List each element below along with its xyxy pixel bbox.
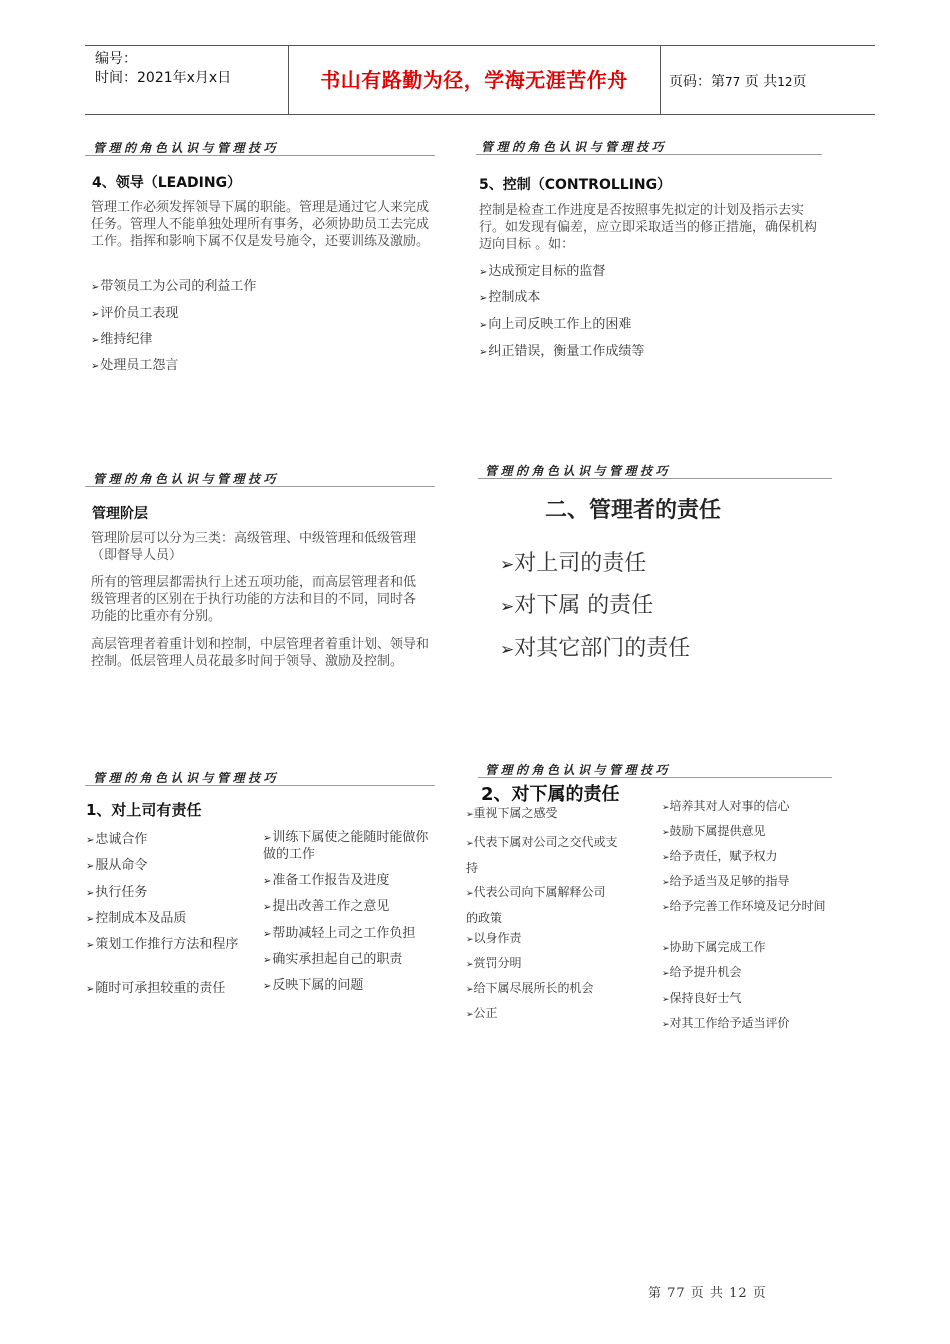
arrow-bullet-icon: ➢: [86, 835, 95, 846]
arrow-bullet-icon: ➢: [466, 935, 474, 945]
list-item: ➢反映下属的问题: [263, 978, 364, 993]
header-divider: [660, 46, 661, 114]
list-item: ➢给予完善工作环境及记分时间: [662, 899, 826, 913]
arrow-bullet-icon: ➢: [662, 944, 670, 954]
list-item: ➢以身作责: [466, 931, 522, 945]
section-title: 管理阶层: [92, 506, 148, 522]
page-indicator: 页码：第77 页 共12页: [669, 74, 807, 90]
arrow-bullet-icon: ➢: [91, 335, 100, 346]
slide-rule: [85, 785, 435, 786]
list-item: ➢给予提升机会: [662, 965, 742, 979]
section-title: 2、对下属的责任: [481, 784, 620, 805]
arrow-bullet-icon: ➢: [86, 914, 95, 925]
arrow-bullet-icon: ➢: [479, 293, 488, 304]
list-item: ➢控制成本: [479, 290, 541, 305]
list-item: ➢随时可承担较重的责任: [86, 981, 226, 996]
header-meta: [95, 50, 231, 88]
arrow-bullet-icon: ➢: [86, 861, 95, 872]
list-item: ➢对上司的责任: [500, 551, 647, 576]
arrow-bullet-icon: ➢: [662, 995, 670, 1005]
slide-heading: 管理的角色认识与管理技巧: [93, 771, 280, 785]
arrow-bullet-icon: ➢: [662, 803, 670, 813]
list-item: ➢对其它部门的责任: [500, 636, 691, 661]
list-item: ➢忠诚合作: [86, 832, 148, 847]
slide-rule: [476, 154, 822, 155]
paragraph: 高层管理者着重计划和控制，中层管理者着重计划、领导和控制。低层管理人员花最多时间于领导、激励及控制。: [91, 637, 430, 669]
list-item: ➢执行任务: [86, 885, 148, 900]
arrow-bullet-icon: ➢: [263, 929, 272, 940]
page-footer: 第 77 页 共 12 页: [648, 1286, 767, 1301]
list-item: ➢确实承担起自己的职责: [263, 952, 403, 967]
list-item: ➢策划工作推行方法和程序: [86, 937, 239, 952]
arrow-bullet-icon: ➢: [86, 888, 95, 899]
slide-rule: [478, 777, 832, 778]
list-item: ➢鼓励下属提供意见: [662, 824, 766, 838]
list-item: ➢公正: [466, 1006, 498, 1020]
section-title: 二、管理者的责任: [545, 498, 722, 523]
arrow-bullet-icon: ➢: [662, 903, 670, 913]
list-item: ➢帮助减轻上司之工作负担: [263, 926, 416, 941]
arrow-bullet-icon: ➢: [263, 876, 272, 887]
arrow-bullet-icon: ➢: [500, 555, 515, 575]
list-item: ➢维持纪律: [91, 332, 153, 347]
list-item: ➢保持良好士气: [662, 991, 742, 1005]
arrow-bullet-icon: ➢: [86, 984, 95, 995]
slide-heading: 管理的角色认识与管理技巧: [485, 464, 672, 478]
paragraph: 管理工作必须发挥领导下属的职能。管理是通过它人来完成任务。管理人不能单独处理所有事务，必须协助员工去完成工作。指挥和影响下属不仅是发号施令，还要训练及激励。: [91, 200, 430, 249]
number-label: 编号：: [95, 51, 137, 67]
list-item: ➢控制成本及品质: [86, 911, 187, 926]
slide-rule: [478, 478, 832, 479]
arrow-bullet-icon: ➢: [662, 878, 670, 888]
section-title: 5、控制（CONTROLLING）: [479, 177, 672, 193]
arrow-bullet-icon: ➢: [86, 940, 95, 951]
list-item: ➢处理员工怨言: [91, 358, 179, 373]
list-item: ➢对下属 的责任: [500, 593, 654, 618]
arrow-bullet-icon: ➢: [466, 889, 474, 899]
arrow-bullet-icon: ➢: [263, 981, 272, 992]
list-item: ➢向上司反映工作上的困难: [479, 317, 632, 332]
list-item: ➢带领员工为公司的利益工作: [91, 279, 257, 294]
list-item: ➢对其工作给予适当评价: [662, 1016, 790, 1030]
paragraph: 管理阶层可以分为三类：高级管理、中级管理和低级管理（即督导人员）: [91, 531, 417, 563]
list-item: ➢服从命令: [86, 858, 148, 873]
slide-heading: 管理的角色认识与管理技巧: [481, 140, 668, 154]
arrow-bullet-icon: ➢: [479, 347, 488, 358]
list-item: ➢纠正错误，衡量工作成绩等: [479, 344, 645, 359]
list-item: ➢重视下属之感受: [466, 806, 558, 820]
arrow-bullet-icon: ➢: [466, 810, 474, 820]
arrow-bullet-icon: ➢: [662, 828, 670, 838]
list-item: ➢代表下属对公司之交代或支持: [466, 835, 618, 875]
list-item: ➢给下属尽展所长的机会: [466, 981, 594, 995]
arrow-bullet-icon: ➢: [263, 955, 272, 966]
arrow-bullet-icon: ➢: [500, 597, 515, 617]
arrow-bullet-icon: ➢: [662, 1020, 670, 1030]
page-total: 12: [777, 75, 793, 89]
arrow-bullet-icon: ➢: [263, 902, 272, 913]
section-title: 4、领导（LEADING）: [92, 175, 242, 191]
slide-rule: [85, 486, 435, 487]
arrow-bullet-icon: ➢: [91, 361, 100, 372]
list-item: ➢赏罚分明: [466, 956, 522, 970]
list-item: ➢给予适当及足够的指导: [662, 874, 790, 888]
arrow-bullet-icon: ➢: [662, 969, 670, 979]
arrow-bullet-icon: ➢: [91, 282, 100, 293]
list-item: ➢提出改善工作之意见: [263, 899, 390, 914]
paragraph: 控制是检查工作进度是否按照事先拟定的计划及指示去实行。如发现有偏差，应立即采取适当的修正措施，确保机构迈向目标 。如：: [479, 203, 818, 252]
arrow-bullet-icon: ➢: [466, 985, 474, 995]
list-item: ➢训练下属使之能随时能做你做的工作: [263, 830, 429, 862]
arrow-bullet-icon: ➢: [466, 839, 474, 849]
list-item: ➢准备工作报告及进度: [263, 873, 390, 888]
slide-heading: 管理的角色认识与管理技巧: [485, 763, 672, 777]
list-item: ➢代表公司向下属解释公司的政策: [466, 885, 606, 925]
paragraph: 所有的管理层都需执行上述五项功能，而高层管理者和低级管理者的区别在于执行功能的方法和目的不同，同时各功能的比重亦有分别。: [91, 575, 417, 624]
section-title: 1、对上司有责任: [86, 801, 202, 819]
arrow-bullet-icon: ➢: [466, 960, 474, 970]
slide-heading: 管理的角色认识与管理技巧: [93, 472, 280, 486]
list-item: ➢协助下属完成工作: [662, 940, 766, 954]
list-item: ➢评价员工表现: [91, 306, 179, 321]
arrow-bullet-icon: ➢: [263, 833, 272, 844]
arrow-bullet-icon: ➢: [479, 267, 488, 278]
motto: 书山有路勤为径，学海无涯苦作舟: [320, 68, 628, 92]
page-number: 77: [725, 75, 741, 89]
list-item: ➢达成预定目标的监督: [479, 264, 606, 279]
arrow-bullet-icon: ➢: [500, 640, 515, 660]
time-label: 时间：2021年x月x日: [95, 70, 232, 86]
slide-heading: 管理的角色认识与管理技巧: [93, 141, 280, 155]
arrow-bullet-icon: ➢: [479, 320, 488, 331]
arrow-bullet-icon: ➢: [662, 853, 670, 863]
arrow-bullet-icon: ➢: [91, 309, 100, 320]
arrow-bullet-icon: ➢: [466, 1010, 474, 1020]
page-header: [85, 45, 875, 115]
slide-rule: [85, 155, 435, 156]
list-item: ➢培养其对人对事的信心: [662, 799, 790, 813]
list-item: ➢给予责任，赋予权力: [662, 849, 778, 863]
